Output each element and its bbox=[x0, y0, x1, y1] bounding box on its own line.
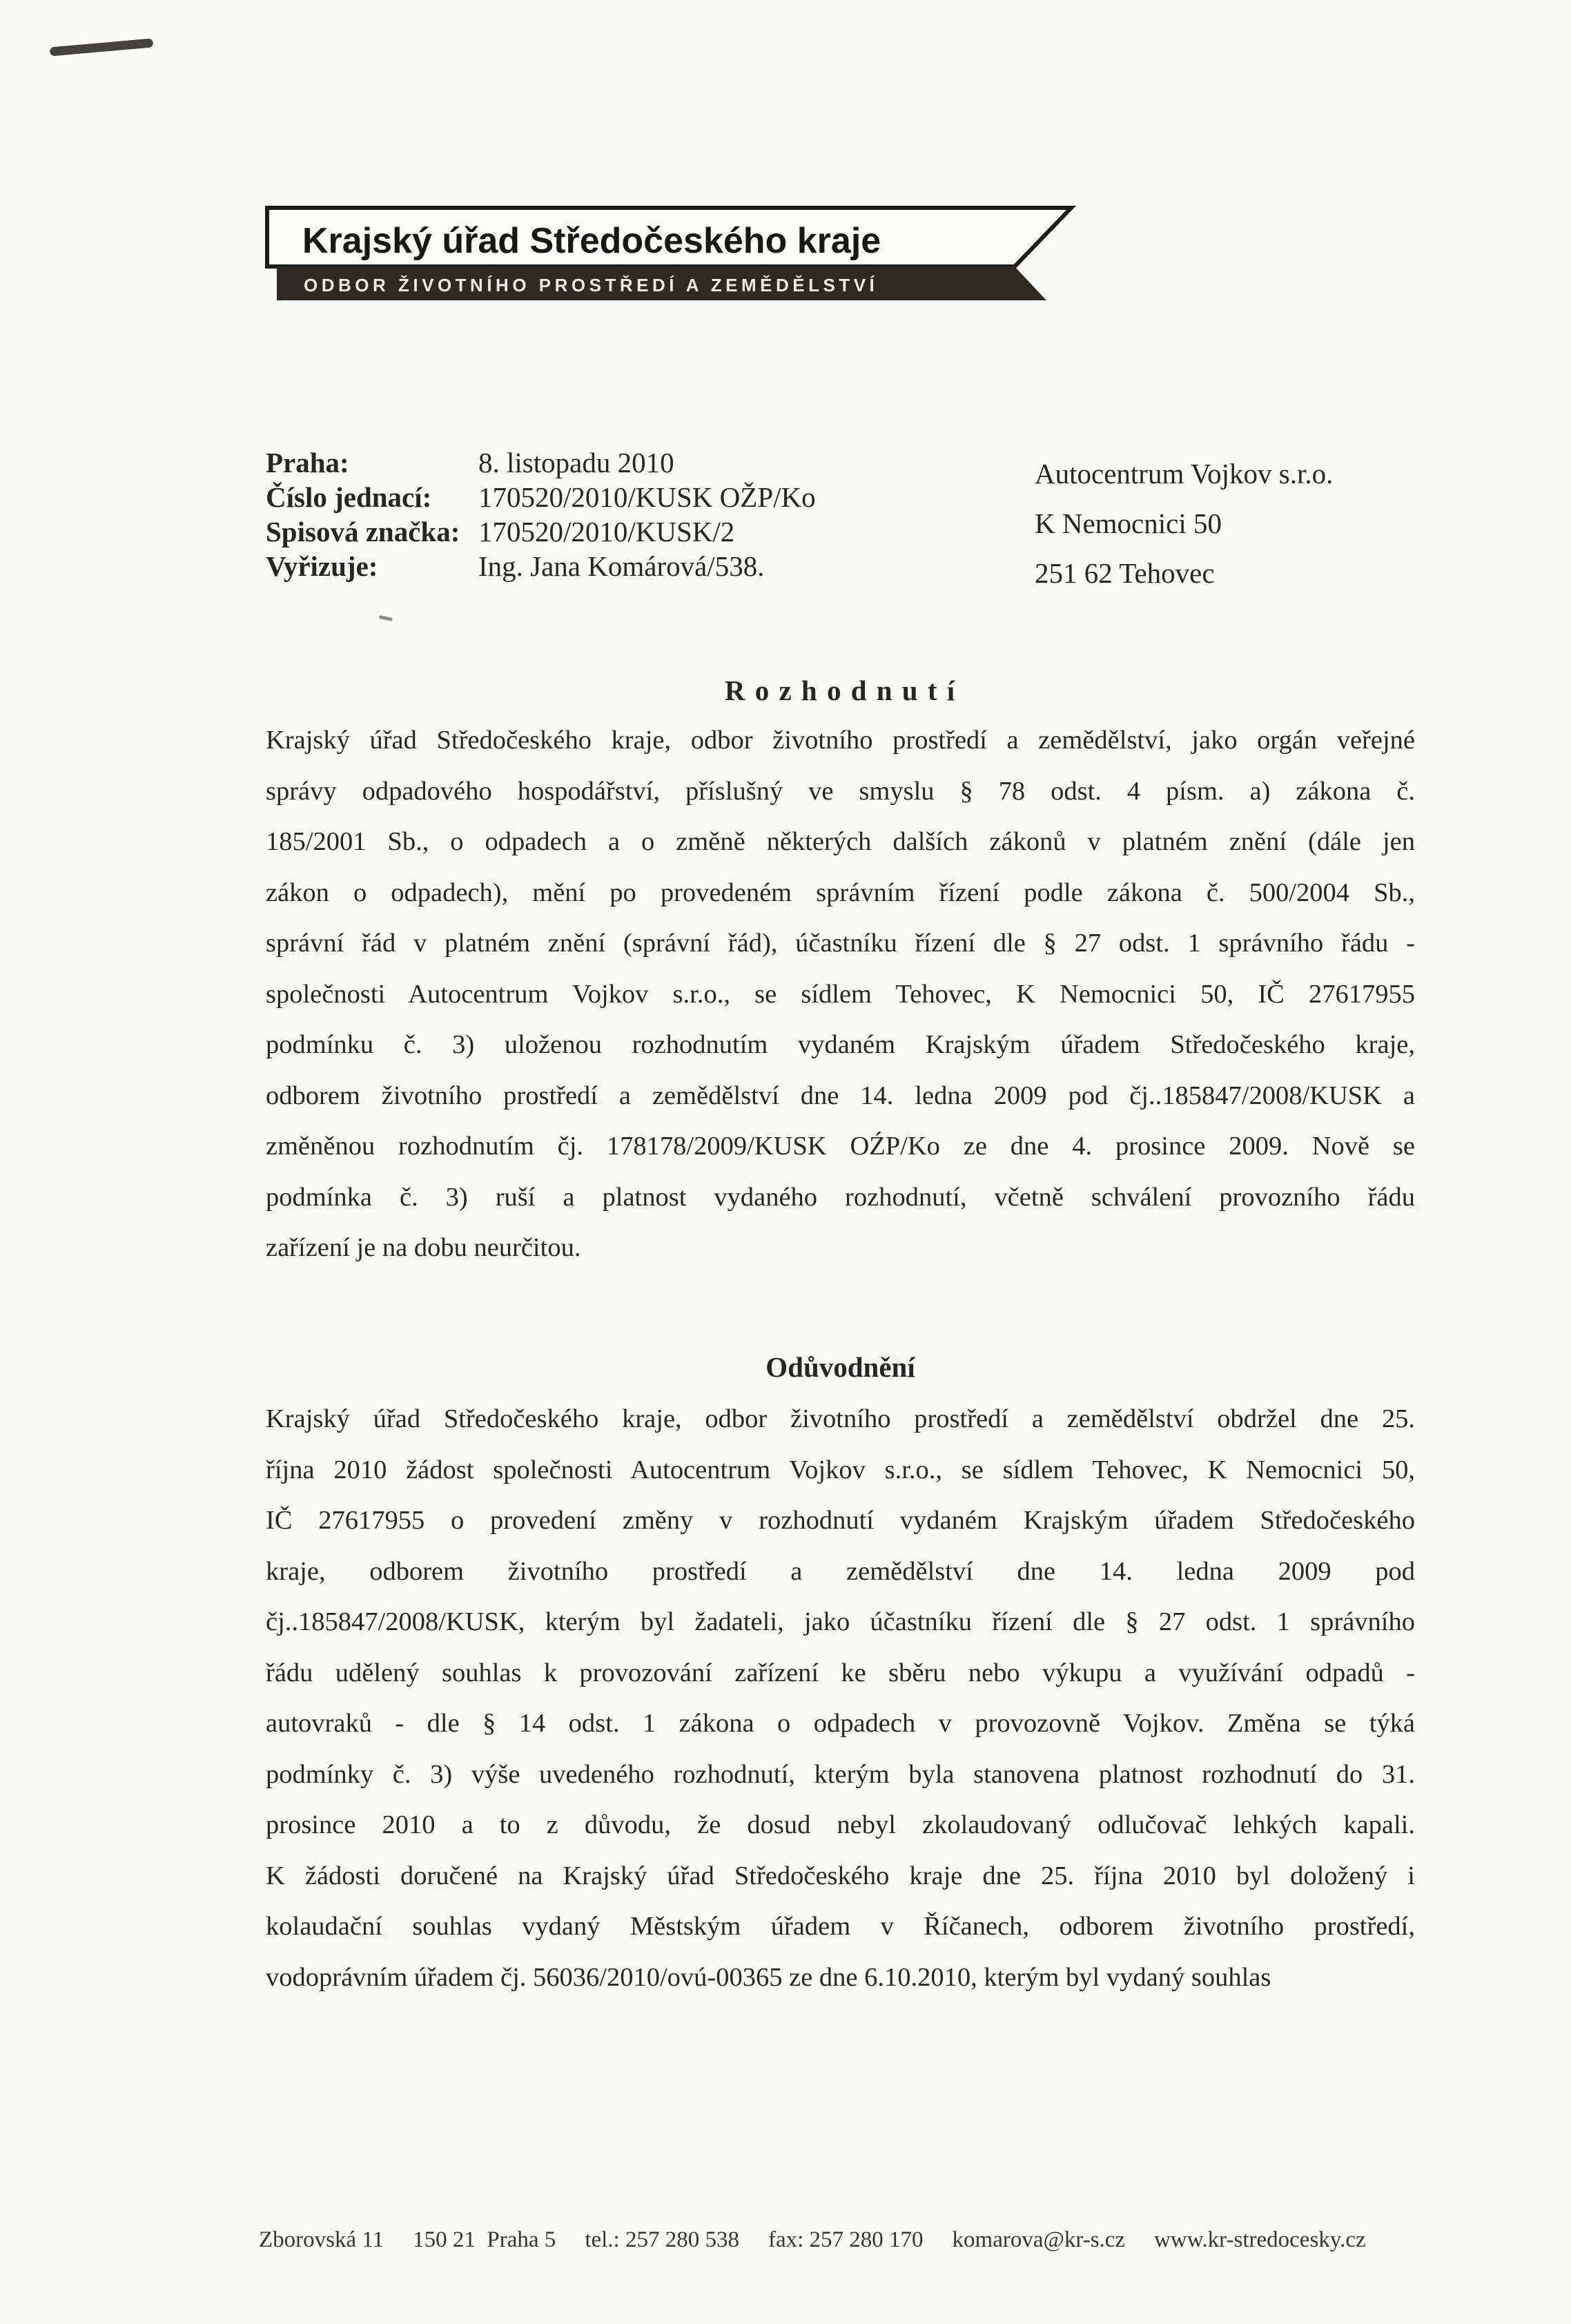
footer-postal-city: 150 21 Praha 5 bbox=[413, 2227, 556, 2252]
text-line: podmínku č. 3) uloženou rozhodnutím vydaném Krajským úřadem Středočeského kraje, bbox=[266, 1030, 1415, 1059]
meta-label: Číslo jednací: bbox=[266, 481, 432, 513]
meta-value: 170520/2010/KUSK OŽP/Ko bbox=[478, 481, 816, 513]
text-line: čj..185847/2008/KUSK, kterým byl žadateli, jako účastníku řízení dle § 27 odst. 1 správního bbox=[266, 1607, 1415, 1636]
recipient-city: 251 62 Tehovec bbox=[1035, 557, 1215, 589]
text-line: správní řád v platném znění (správní řád), účastníku řízení dle § 27 odst. 1 správního řádu - bbox=[266, 929, 1415, 958]
pen-scan-mark bbox=[50, 38, 154, 56]
meta-label: Praha: bbox=[266, 447, 349, 478]
text-line: podmínka č. 3) ruší a platnost vydaného rozhodnutí, včetně schválení provozního řádu bbox=[266, 1182, 1415, 1212]
document-metadata bbox=[266, 445, 816, 583]
text-line: autovraků - dle § 14 odst. 1 zákona o odpadech v provozovně Vojkov. Změna se týká bbox=[266, 1709, 1415, 1738]
text-line: října 2010 žádost společnosti Autocentrum Vojkov s.r.o., se sídlem Tehovec, K Nemocnici 50, bbox=[266, 1455, 1415, 1484]
meta-value: 170520/2010/KUSK/2 bbox=[478, 516, 735, 548]
text-line: zákon o odpadech), mění po provedeném správním řízení podle zákona č. 500/2004 Sb., bbox=[266, 878, 1415, 907]
decision-paragraph bbox=[266, 715, 1415, 1274]
text-line: odborem životního prostředí a zemědělství dne 14. ledna 2009 pod čj..185847/2008/KUSK a bbox=[266, 1081, 1415, 1110]
letterhead-footer bbox=[259, 2227, 1366, 2253]
decision-heading: R o z h o d n u t í bbox=[724, 675, 957, 706]
text-line: správy odpadového hospodářství, příslušný ve smyslu § 78 odst. 4 písm. a) zákona č. bbox=[266, 776, 1415, 806]
text-line: řádu udělený souhlas k provozování zařízení ke sběru nebo výkupu a využívání odpadů - bbox=[266, 1658, 1415, 1687]
meta-value: Ing. Jana Komárová/538. bbox=[478, 550, 765, 582]
text-line: Krajský úřad Středočeského kraje, odbor životního prostředí a zemědělství obdržel dne 25. bbox=[266, 1404, 1415, 1433]
text-line: kraje, odborem životního prostředí a zemědělství dne 14. ledna 2009 pod bbox=[266, 1556, 1415, 1586]
small-scan-mark bbox=[379, 615, 393, 621]
meta-label: Vyřizuje: bbox=[266, 550, 378, 582]
justification-paragraph bbox=[266, 1394, 1415, 2003]
text-line: podmínky č. 3) výše uvedeného rozhodnutí, kterým byla stanovena platnost rozhodnutí do 31. bbox=[266, 1759, 1415, 1789]
meta-row-file-number bbox=[266, 514, 816, 549]
footer-fax: fax: 257 280 170 bbox=[768, 2227, 924, 2252]
office-department: ODBOR ŽIVOTNÍHO PROSTŘEDÍ A ZEMĚDĚLSTVÍ bbox=[304, 275, 879, 296]
meta-row-ref-number bbox=[266, 480, 816, 514]
meta-row-place-date bbox=[266, 445, 816, 480]
recipient-address bbox=[1035, 449, 1333, 598]
recipient-company: Autocentrum Vojkov s.r.o. bbox=[1035, 458, 1334, 490]
meta-value: 8. listopadu 2010 bbox=[478, 447, 674, 478]
text-line: vodoprávním úřadem čj. 56036/2010/ovú-00365 ze dne 6.10.2010, kterým byl vydaný souhlas bbox=[266, 1962, 1271, 1992]
text-line: IČ 27617955 o provedení změny v rozhodnutí vydaném Krajským úřadem Středočeského bbox=[266, 1506, 1415, 1535]
text-line: prosince 2010 a to z důvodu, že dosud nebyl zkolaudovaný odlučovač lehkých kapali. bbox=[266, 1810, 1415, 1839]
text-line: K žádosti doručené na Krajský úřad Středočeského kraje dne 25. října 2010 byl doložený i bbox=[266, 1861, 1415, 1890]
text-line: zařízení je na dobu neurčitou. bbox=[266, 1233, 581, 1262]
text-line: změněnou rozhodnutím čj. 178178/2009/KUSK OŹP/Ko ze dne 4. prosince 2009. Nově se bbox=[266, 1132, 1415, 1161]
office-name: Krajský úřad Středočeského kraje bbox=[302, 221, 881, 261]
footer-website: www.kr-stredocesky.cz bbox=[1154, 2227, 1366, 2252]
office-logo bbox=[264, 203, 1079, 305]
footer-street: Zborovská 11 bbox=[259, 2227, 384, 2252]
recipient-street: K Nemocnici 50 bbox=[1035, 507, 1222, 539]
footer-phone: tel.: 257 280 538 bbox=[585, 2227, 739, 2252]
text-line: kolaudační souhlas vydaný Městským úřadem v Říčanech, odborem životního prostředí, bbox=[266, 1912, 1415, 1941]
meta-label: Spisová značka: bbox=[266, 516, 460, 548]
text-line: Krajský úřad Středočeského kraje, odbor životního prostředí a zemědělství, jako orgán veřejné bbox=[266, 726, 1415, 755]
text-line: 185/2001 Sb., o odpadech a o změně některých dalších zákonů v platném znění (dále jen bbox=[266, 827, 1415, 856]
text-line: společnosti Autocentrum Vojkov s.r.o., se sídlem Tehovec, K Nemocnici 50, IČ 27617955 bbox=[266, 979, 1415, 1009]
justification-heading: Odůvodnění bbox=[765, 1351, 915, 1383]
footer-email: komarova@kr-s.cz bbox=[952, 2227, 1126, 2252]
meta-row-handler bbox=[266, 549, 816, 583]
